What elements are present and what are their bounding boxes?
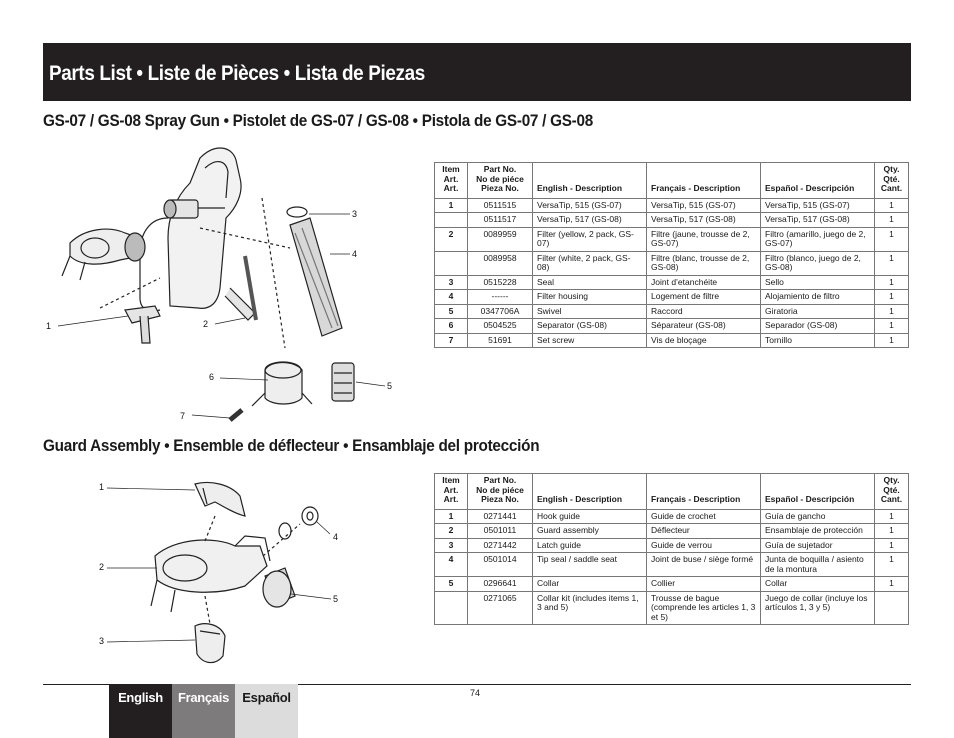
cell-english: Tip seal / saddle seat: [533, 553, 647, 577]
cell-part-no: 0089958: [468, 251, 533, 275]
cell-french: Filtre (jaune, trousse de 2, GS-07): [647, 227, 761, 251]
cell-qty: 1: [875, 304, 909, 319]
cell-qty: 1: [875, 538, 909, 553]
cell-spanish: Tornillo: [761, 333, 875, 348]
cell-qty: 1: [875, 553, 909, 577]
table-row: [435, 591, 909, 625]
cell-part-no: 0511517: [468, 213, 533, 228]
col-qty: Qty. Qté. Cant.: [875, 163, 909, 199]
cell-english: VersaTip, 517 (GS-08): [533, 213, 647, 228]
cell-part-no: ------: [468, 290, 533, 305]
cell-french: Séparateur (GS-08): [647, 319, 761, 334]
cell-english: Filter housing: [533, 290, 647, 305]
cell-part-no: 0089959: [468, 227, 533, 251]
cell-spanish: Guía de sujetador: [761, 538, 875, 553]
cell-part-no: 51691: [468, 333, 533, 348]
page-number: 74: [470, 688, 481, 698]
table-row: [435, 319, 909, 334]
table-row: [435, 333, 909, 348]
cell-spanish: Sello: [761, 275, 875, 290]
tab-francais[interactable]: Français: [172, 684, 235, 738]
cell-item: 1: [435, 509, 468, 524]
cell-spanish: Filtro (blanco, juego de 2, GS-08): [761, 251, 875, 275]
cell-spanish: Giratoria: [761, 304, 875, 319]
cell-qty: 1: [875, 275, 909, 290]
cell-spanish: VersaTip, 515 (GS-07): [761, 198, 875, 213]
table-row: [435, 553, 909, 577]
col-french: Français - Description: [647, 163, 761, 199]
cell-qty: 1: [875, 198, 909, 213]
cell-french: Collier: [647, 577, 761, 592]
col-french: Français - Description: [647, 474, 761, 510]
cell-part-no: 0501011: [468, 524, 533, 539]
guard-callout-4: 4: [333, 532, 339, 542]
cell-english: Swivel: [533, 304, 647, 319]
cell-spanish: Separador (GS-08): [761, 319, 875, 334]
cell-spanish: Alojamiento de filtro: [761, 290, 875, 305]
col-english: English - Description: [533, 474, 647, 510]
table-row: [435, 275, 909, 290]
cell-english: Set screw: [533, 333, 647, 348]
spray-gun-parts-table: [434, 162, 909, 348]
cell-part-no: 0271065: [468, 591, 533, 625]
callout-4: 4: [352, 249, 358, 259]
cell-item: 5: [435, 304, 468, 319]
cell-english: Hook guide: [533, 509, 647, 524]
guard-callout-1: 1: [99, 482, 105, 492]
cell-part-no: 0271442: [468, 538, 533, 553]
cell-part-no: 0504525: [468, 319, 533, 334]
table-row: [435, 251, 909, 275]
cell-french: Logement de filtre: [647, 290, 761, 305]
col-english: English - Description: [533, 163, 647, 199]
cell-french: Déflecteur: [647, 524, 761, 539]
cell-spanish: Filtro (amarillo, juego de 2, GS-07): [761, 227, 875, 251]
cell-qty: 1: [875, 509, 909, 524]
callout-6: 6: [209, 372, 215, 382]
cell-spanish: Ensamblaje de protección: [761, 524, 875, 539]
table-row: [435, 198, 909, 213]
guard-assembly-diagram: [95, 476, 355, 676]
table-row: [435, 577, 909, 592]
cell-qty: 1: [875, 333, 909, 348]
language-tabs: [109, 684, 298, 738]
cell-part-no: 0511515: [468, 198, 533, 213]
cell-spanish: Guía de gancho: [761, 509, 875, 524]
col-part-no: Part No. No de piéce Pieza No.: [468, 163, 533, 199]
tab-espanol[interactable]: Español: [235, 684, 298, 738]
cell-french: VersaTip, 515 (GS-07): [647, 198, 761, 213]
callout-5: 5: [387, 381, 393, 391]
cell-item: 6: [435, 319, 468, 334]
table-row: [435, 509, 909, 524]
cell-item: [435, 591, 468, 625]
cell-qty: 1: [875, 227, 909, 251]
cell-item: 2: [435, 227, 468, 251]
table-row: [435, 227, 909, 251]
cell-qty: 1: [875, 213, 909, 228]
cell-french: Vis de bloçage: [647, 333, 761, 348]
page-title: Parts List • Liste de Pièces • Lista de Piezas: [49, 62, 425, 85]
cell-item: 4: [435, 553, 468, 577]
col-item: Item Art. Art.: [435, 474, 468, 510]
cell-english: Latch guide: [533, 538, 647, 553]
cell-part-no: 0501014: [468, 553, 533, 577]
col-spanish: Español - Descripción: [761, 474, 875, 510]
cell-english: VersaTip, 515 (GS-07): [533, 198, 647, 213]
col-item: Item Art. Art.: [435, 163, 468, 199]
cell-item: 2: [435, 524, 468, 539]
cell-french: Filtre (blanc, trousse de 2, GS-08): [647, 251, 761, 275]
cell-spanish: Junta de boquilla / asiento de la montura: [761, 553, 875, 577]
cell-part-no: 0271441: [468, 509, 533, 524]
callout-2: 2: [203, 319, 209, 329]
cell-english: Separator (GS-08): [533, 319, 647, 334]
cell-english: Collar: [533, 577, 647, 592]
table-row: [435, 524, 909, 539]
spray-gun-diagram: [40, 138, 420, 428]
cell-french: Guide de crochet: [647, 509, 761, 524]
cell-spanish: Juego de collar (incluye los artículos 1, 3 y 5): [761, 591, 875, 625]
cell-part-no: 0296641: [468, 577, 533, 592]
cell-qty: 1: [875, 319, 909, 334]
cell-qty: 1: [875, 577, 909, 592]
table-row: [435, 213, 909, 228]
cell-french: Joint de buse / siège formé: [647, 553, 761, 577]
cell-english: Filter (white, 2 pack, GS-08): [533, 251, 647, 275]
cell-french: Raccord: [647, 304, 761, 319]
cell-item: 5: [435, 577, 468, 592]
table-row: [435, 290, 909, 305]
cell-french: VersaTip, 517 (GS-08): [647, 213, 761, 228]
cell-english: Guard assembly: [533, 524, 647, 539]
guard-assembly-heading: Guard Assembly • Ensemble de déflecteur • Ensamblaje del protección: [43, 436, 540, 455]
cell-part-no: 0515228: [468, 275, 533, 290]
callout-1: 1: [46, 321, 52, 331]
cell-spanish: Collar: [761, 577, 875, 592]
cell-item: 7: [435, 333, 468, 348]
cell-english: Collar kit (includes items 1, 3 and 5): [533, 591, 647, 625]
cell-item: [435, 251, 468, 275]
cell-qty: [875, 591, 909, 625]
table-header-row: [435, 474, 909, 510]
table-row: [435, 538, 909, 553]
cell-english: Seal: [533, 275, 647, 290]
cell-spanish: VersaTip, 517 (GS-08): [761, 213, 875, 228]
col-qty: Qty. Qté. Cant.: [875, 474, 909, 510]
cell-item: 1: [435, 198, 468, 213]
cell-part-no: 0347706A: [468, 304, 533, 319]
cell-item: 3: [435, 538, 468, 553]
cell-french: Trousse de bague (comprende les articles 1, 3 et 5): [647, 591, 761, 625]
callout-3: 3: [352, 209, 358, 219]
spray-gun-heading: GS-07 / GS-08 Spray Gun • Pistolet de GS-07 / GS-08 • Pistola de GS-07 / GS-08: [43, 111, 593, 130]
cell-english: Filter (yellow, 2 pack, GS-07): [533, 227, 647, 251]
cell-qty: 1: [875, 524, 909, 539]
cell-french: Guide de verrou: [647, 538, 761, 553]
callout-7: 7: [180, 411, 186, 421]
cell-french: Joint d’etanchéite: [647, 275, 761, 290]
guard-callout-5: 5: [333, 594, 339, 604]
tab-english[interactable]: English: [109, 684, 172, 738]
table-row: [435, 304, 909, 319]
title-banner: [43, 43, 911, 101]
col-spanish: Español - Descripción: [761, 163, 875, 199]
guard-assembly-parts-table: [434, 473, 909, 625]
guard-callout-2: 2: [99, 562, 105, 572]
col-part-no: Part No. No de piéce Pieza No.: [468, 474, 533, 510]
cell-item: [435, 213, 468, 228]
cell-qty: 1: [875, 290, 909, 305]
cell-qty: 1: [875, 251, 909, 275]
cell-item: 4: [435, 290, 468, 305]
cell-item: 3: [435, 275, 468, 290]
guard-callout-3: 3: [99, 636, 105, 646]
table-header-row: [435, 163, 909, 199]
